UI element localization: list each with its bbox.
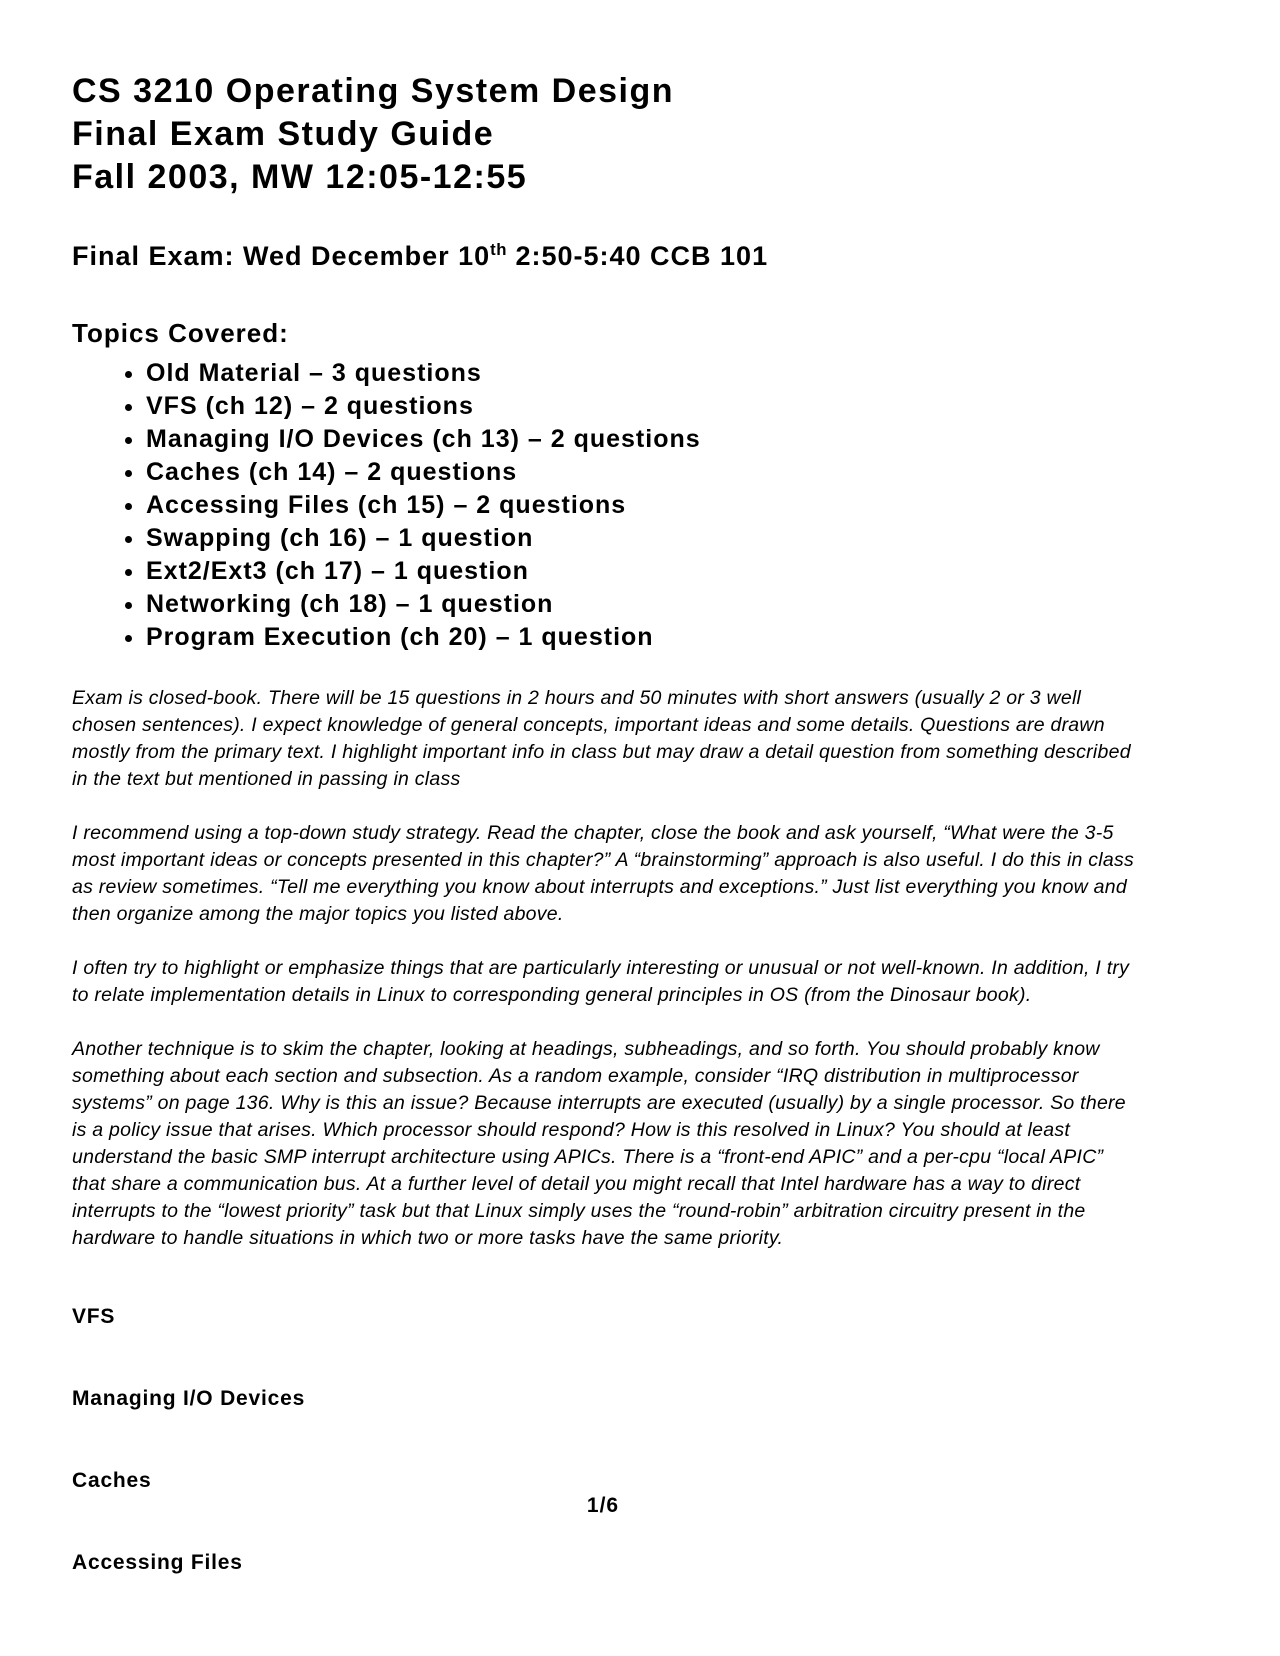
exam-info-prefix: Final Exam: Wed December 10 (72, 241, 491, 271)
topic-item: • Accessing Files (ch 15) – 2 questions (146, 489, 1134, 522)
section-heading-managing-io-devices: Managing I/O Devices (72, 1387, 306, 1410)
topic-item: • Program Execution (ch 20) – 1 question (146, 621, 1134, 654)
body-paragraph: Exam is closed-book. There will be 15 questions in 2 hours and 50 minutes with short answers (usually 2 or 3 well chosen sentences). I expect knowledge of general concepts, important ideas and some details. Questions are drawn mostly from the primary text. I highlight important info in class but may draw a detail question from something described in the text but mentioned in passing in class (72, 687, 1131, 790)
document-title-line-3: Fall 2003, MW 12:05-12:55 (72, 158, 528, 196)
exam-info (72, 233, 1134, 273)
exam-info-suffix: 2:50-5:40 CCB 101 (506, 241, 769, 271)
document-title-line-2: Final Exam Study Guide (72, 115, 495, 153)
topic-item: • VFS (ch 12) – 2 questions (146, 390, 1134, 423)
document-title-line-1: CS 3210 Operating System Design (72, 72, 675, 110)
topics-heading: Topics Covered: (72, 318, 289, 348)
body-paragraph: I recommend using a top-down study strategy. Read the chapter, close the book and ask yourself, “What were the 3-5 most important ideas or concepts presented in this chapter?” A “brainstorming” approach is also useful. I do this in class as review sometimes. “Tell me everything you know about interrupts and exceptions.” Just list everything you know and then organize among the major topics you listed above. (72, 822, 1134, 925)
section-heading-caches: Caches (72, 1469, 152, 1492)
exam-info-superscript: th (490, 240, 507, 259)
topic-item: • Networking (ch 18) – 1 question (146, 588, 1134, 621)
topic-item: • Ext2/Ext3 (ch 17) – 1 question (146, 555, 1134, 588)
topic-item: • Swapping (ch 16) – 1 question (146, 522, 1134, 555)
topics-list (72, 357, 1134, 654)
section-heading-accessing-files: Accessing Files (72, 1551, 243, 1574)
page-number: 1/6 (586, 1494, 620, 1517)
document-title (72, 70, 1134, 199)
section-heading-vfs: VFS (72, 1305, 116, 1328)
body-paragraph: I often try to highlight or emphasize things that are particularly interesting or unusual or not well-known. In addition, I try to relate implementation details in Linux to corresponding general principles in OS (from the Dinosaur book). (72, 957, 1130, 1006)
topic-item: • Old Material – 3 questions (146, 357, 1134, 390)
topic-item: • Managing I/O Devices (ch 13) – 2 questions (146, 423, 1134, 456)
topic-item: • Caches (ch 14) – 2 questions (146, 456, 1134, 489)
body-paragraph: Another technique is to skim the chapter, looking at headings, subheadings, and so forth. You should probably know something about each section and subsection. As a random example, consider “IRQ distribution in multiprocessor systems” on page 136. Why is this an issue? Because interrupts are executed (usually) by a single processor. So there is a policy issue that arises. Which processor should respond? How is this resolved in Linux? You should at least understand the basic SMP interrupt architecture using APICs. There is a “front-end APIC” and a per-cpu “local APIC” that share a communication bus. At a further level of detail you might recall that Intel hardware has a way to direct interrupts to the “lowest priority” task but that Linux simply uses the “round-robin” arbitration circuitry present in the hardware to handle situations in which two or more tasks have the same priority. (72, 1038, 1126, 1249)
